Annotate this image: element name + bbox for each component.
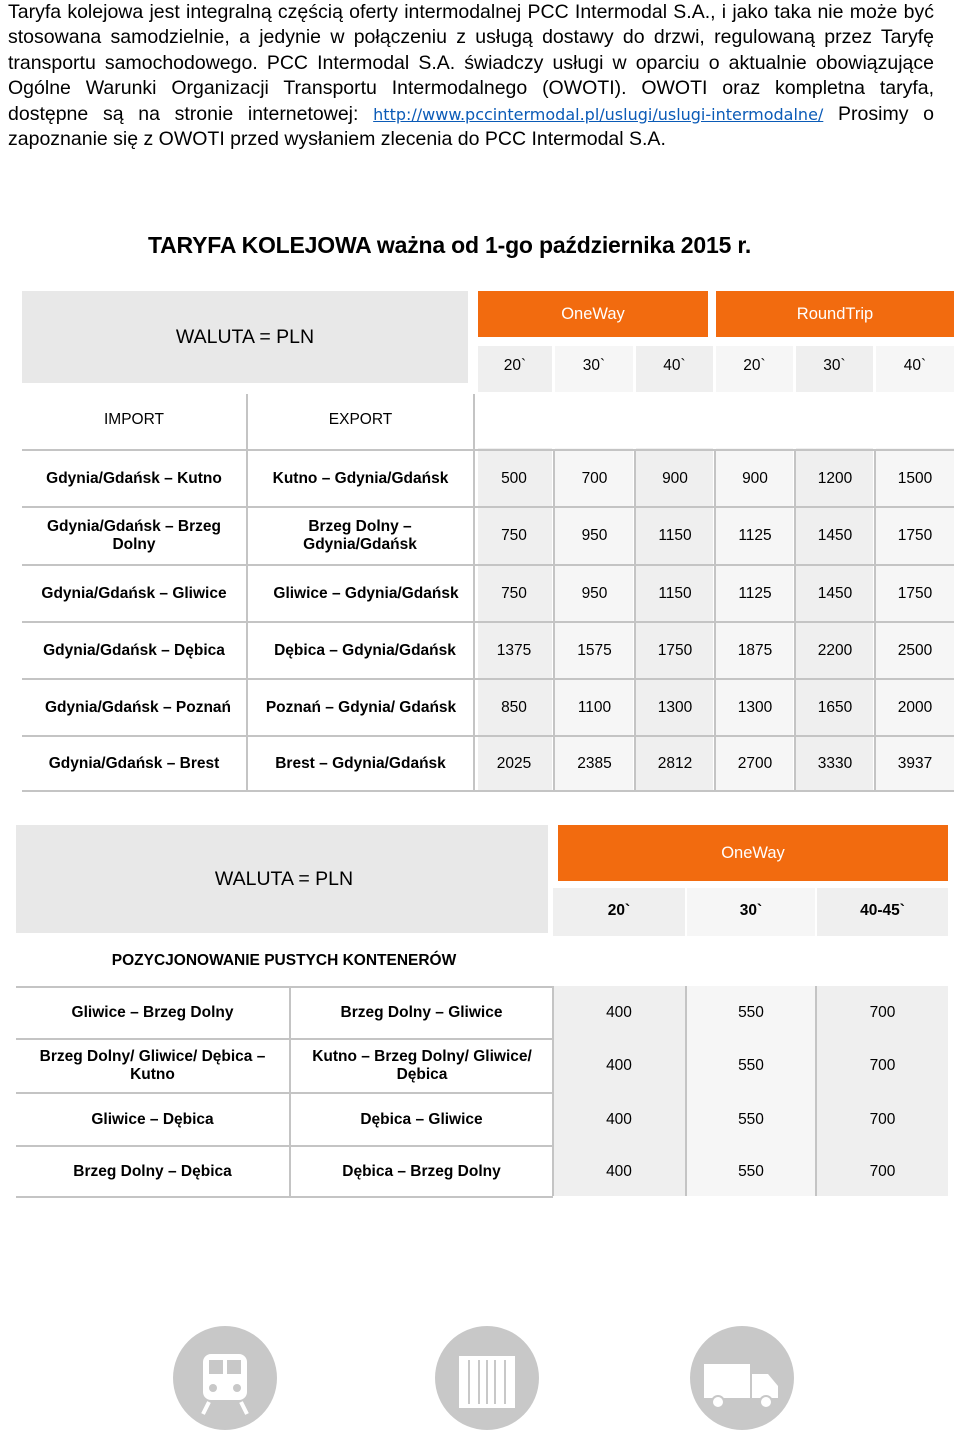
to-route: Dębica – Gliwice xyxy=(360,1110,483,1128)
price-cell: 2200 xyxy=(817,641,853,659)
price-cell: 550 xyxy=(738,1162,764,1180)
price-cell: 1500 xyxy=(897,469,933,487)
price-cell: 850 xyxy=(501,698,527,716)
import-route: Gdynia/Gdańsk – Brest xyxy=(48,754,220,772)
from-route: Brzeg Dolny/ Gliwice/ Dębica – Kutno xyxy=(39,1048,266,1083)
size-header: 30` xyxy=(582,357,606,374)
price-cell: 750 xyxy=(501,527,527,544)
size-header: 40-45` xyxy=(860,902,905,919)
intro-text: Taryfa kolejowa jest integralną częścią oferty intermodalnej PCC Intermodal S.A., i jako taka nie może być stosowana samodzielnie, a jedynie w połączeniu z usługą dostawy do drzwi, regulowaną przez Taryfę transportu samochodowego. PCC Intermodal S.A. świadczy usługi w oparciu o aktualnie obowiązujące Ogólne Warunki Organizacji Transportu Intermodalnego (OWOTI). OWOTI oraz kompletna taryfa, dostępne są na stronie internetowej: xyxy=(8,1,934,125)
import-export-row-bg xyxy=(478,392,954,448)
price-cell: 1450 xyxy=(817,584,853,602)
price-cell: 1300 xyxy=(657,698,693,716)
price-cell: 500 xyxy=(501,469,527,487)
price-cell: 400 xyxy=(606,1057,632,1074)
price-cell: 3937 xyxy=(897,754,933,772)
export-header: EXPORT xyxy=(328,411,393,428)
price-cell: 2000 xyxy=(897,698,933,716)
to-route: Dębica – Brzeg Dolny xyxy=(342,1162,501,1180)
export-route: Gliwice – Gdynia/Gdańsk xyxy=(273,584,459,602)
train-icon xyxy=(173,1326,277,1430)
price-cell: 900 xyxy=(662,469,688,487)
from-route: Brzeg Dolny – Dębica xyxy=(73,1162,232,1180)
price-cell: 550 xyxy=(738,1057,764,1074)
price-cell: 1150 xyxy=(658,584,692,602)
price-cell: 1650 xyxy=(817,698,853,716)
price-cell: 750 xyxy=(501,584,527,602)
size-header: 20` xyxy=(743,357,766,374)
export-route: Kutno – Gdynia/Gdańsk xyxy=(272,469,449,487)
currency-label: WALUTA = PLN xyxy=(214,867,354,890)
intro-paragraph xyxy=(8,0,934,152)
import-route: Gdynia/Gdańsk – Kutno xyxy=(46,469,222,487)
size-header: 20` xyxy=(503,357,527,374)
import-route: Gdynia/Gdańsk – Dębica xyxy=(43,641,225,659)
page-title: TARYFA KOLEJOWA ważna od 1-go października 2015 r. xyxy=(148,232,752,258)
price-cell: 1150 xyxy=(658,527,692,544)
price-cell: 900 xyxy=(742,469,768,487)
truck-icon xyxy=(690,1326,794,1430)
price-cell: 700 xyxy=(581,469,608,487)
price-cell: 1100 xyxy=(577,698,612,716)
grid-line xyxy=(16,1196,553,1198)
price-cell: 700 xyxy=(869,1057,896,1074)
export-route: Brest – Gdynia/Gdańsk xyxy=(275,754,446,772)
price-cell: 700 xyxy=(869,1004,896,1021)
price-cell: 1300 xyxy=(737,698,773,716)
size-header: 30` xyxy=(739,902,763,919)
to-route: Kutno – Brzeg Dolny/ Gliwice/ Dębica xyxy=(312,1048,532,1083)
oneway-header: OneWay xyxy=(478,291,708,337)
price-cell: 1575 xyxy=(577,641,612,659)
to-route: Brzeg Dolny – Gliwice xyxy=(340,1004,503,1021)
price-cell: 2385 xyxy=(577,754,612,772)
price-cell: 2700 xyxy=(737,754,773,772)
size-header: 30` xyxy=(823,357,846,374)
price-cell: 1750 xyxy=(657,641,693,659)
oneway-header: OneWay xyxy=(558,825,948,881)
price-cell: 2812 xyxy=(657,754,693,772)
price-cell: 1375 xyxy=(496,641,532,659)
owoti-link[interactable]: http://www.pccintermodal.pl/uslugi/uslugi-intermodalne/ xyxy=(373,104,824,124)
price-cell: 2025 xyxy=(496,754,532,772)
import-header: IMPORT xyxy=(104,411,164,428)
container-icon xyxy=(435,1326,539,1430)
grid-line xyxy=(22,790,954,792)
size-header: 20` xyxy=(607,902,631,919)
section-row-bg xyxy=(553,936,953,986)
price-cell: 1125 xyxy=(738,584,772,602)
price-cell: 1450 xyxy=(817,527,853,544)
export-route: Brzeg Dolny – Gdynia/Gdańsk xyxy=(303,518,417,553)
price-cell: 400 xyxy=(606,1162,632,1180)
section-label: POZYCJONOWANIE PUSTYCH KONTENERÓW xyxy=(111,952,457,969)
price-cell: 2500 xyxy=(897,641,933,659)
intro-text-end: Prosimy o zapoznanie się z OWOTI przed wysłaniem zlecenia do PCC Intermodal S.A. xyxy=(8,102,935,151)
price-cell: 1125 xyxy=(738,527,772,544)
price-cell: 400 xyxy=(606,1004,632,1021)
price-cell: 550 xyxy=(738,1110,764,1128)
price-cell: 1750 xyxy=(897,584,933,602)
from-route: Gliwice – Dębica xyxy=(91,1110,214,1128)
import-route: Gdynia/Gdańsk – Poznań xyxy=(44,698,232,716)
price-cell: 700 xyxy=(869,1162,896,1180)
roundtrip-header: RoundTrip xyxy=(716,291,954,337)
import-route: Gdynia/Gdańsk – Brzeg Dolny xyxy=(47,518,221,553)
size-header: 40` xyxy=(903,357,927,374)
price-cell: 950 xyxy=(581,584,608,602)
price-cell: 1200 xyxy=(817,469,853,487)
price-cell: 400 xyxy=(606,1110,632,1128)
export-route: Poznań – Gdynia/ Gdańsk xyxy=(265,698,457,716)
currency-label: WALUTA = PLN xyxy=(175,325,315,348)
price-cell: 1750 xyxy=(897,527,933,544)
size-header: 40` xyxy=(663,357,686,374)
price-cell: 950 xyxy=(581,527,608,544)
price-cell: 550 xyxy=(738,1004,764,1021)
import-route: Gdynia/Gdańsk – Gliwice xyxy=(41,584,227,602)
price-cell: 700 xyxy=(869,1110,896,1128)
price-cell: 1875 xyxy=(737,641,773,659)
from-route: Gliwice – Brzeg Dolny xyxy=(71,1004,234,1021)
export-route: Dębica – Gdynia/Gdańsk xyxy=(274,641,456,659)
price-cell: 3330 xyxy=(817,754,853,772)
